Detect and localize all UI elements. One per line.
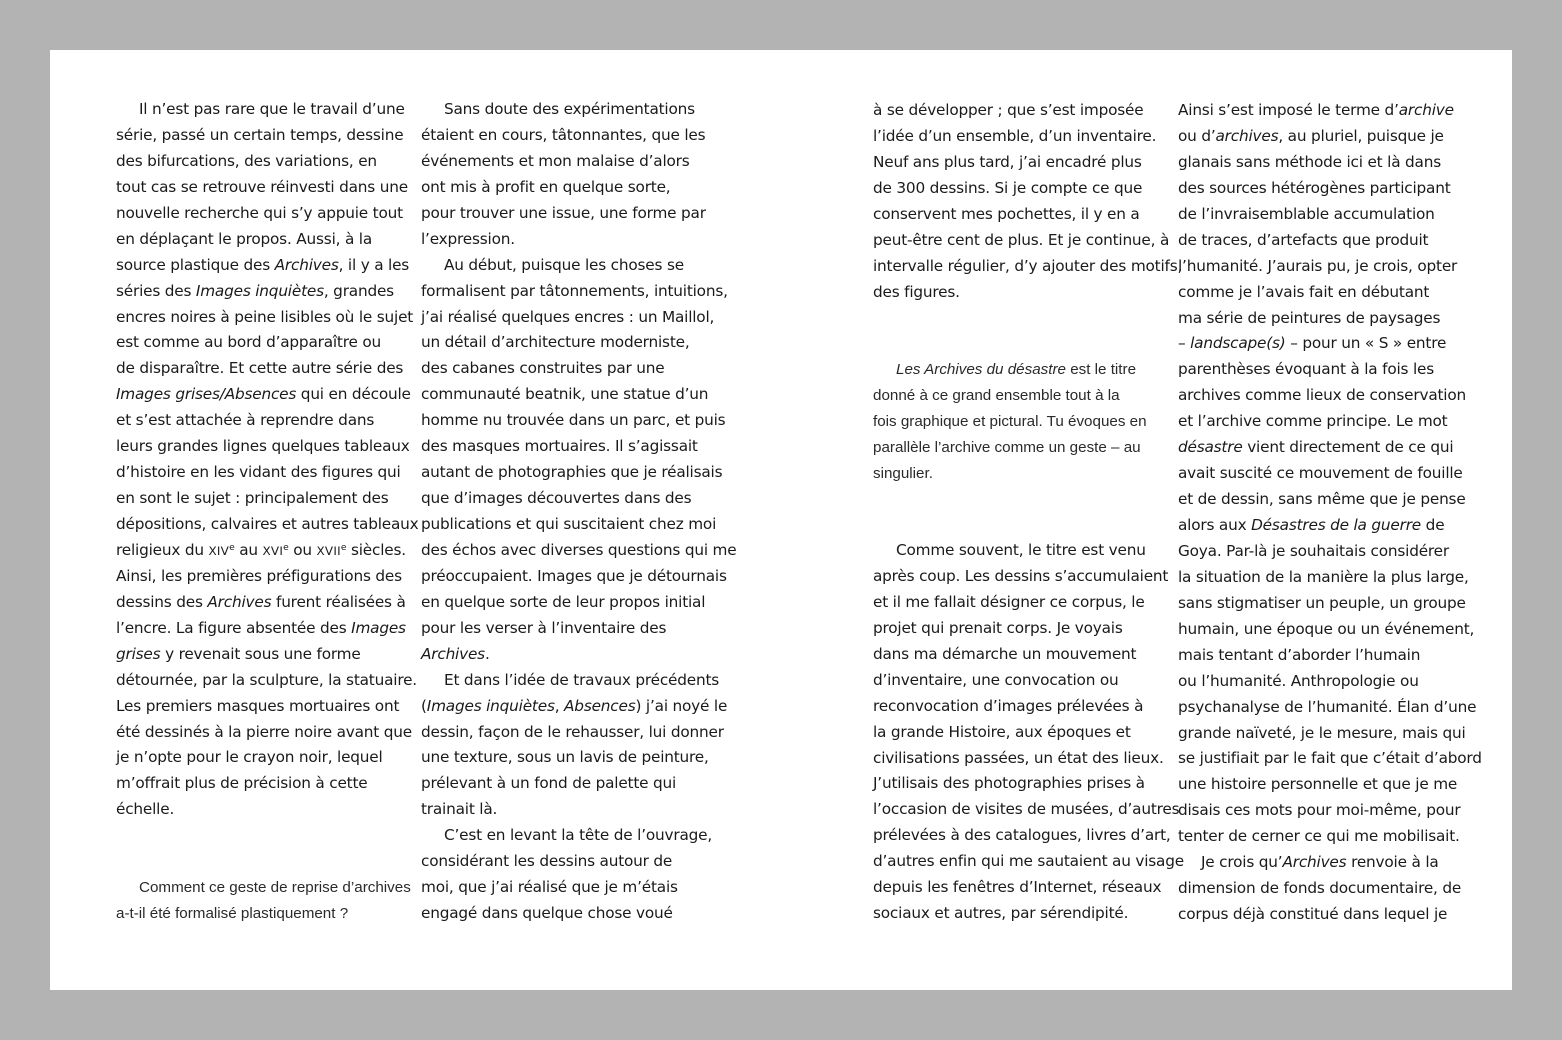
text-line: depuis les fenêtres d’Internet, réseaux xyxy=(873,878,1162,897)
text-line: considérant les dessins autour de xyxy=(421,852,673,871)
text-line: dessin, façon de le rehausser, lui donner xyxy=(421,722,724,741)
text-line: homme nu trouvée dans un parc, et puis xyxy=(421,411,726,430)
text-line: reconvocation d’images prélevées à xyxy=(873,696,1144,715)
text-line: d’histoire en les vidant des figures qui xyxy=(116,463,401,482)
text-line: séries des Images inquiètes, grandes xyxy=(116,281,394,300)
text-line: des sources hétérogènes participant xyxy=(1178,178,1451,197)
text-line: C’est en levant la tête de l’ouvrage, xyxy=(444,826,713,845)
text-line: Il n’est pas rare que le travail d’une xyxy=(139,100,405,118)
text-line: disais ces mots pour moi-même, pour xyxy=(1178,801,1461,820)
text-line: grises y revenait sous une forme xyxy=(116,644,361,663)
text-line: fois graphique et pictural. Tu évoques en xyxy=(873,412,1147,430)
text-line: des masques mortuaires. Il s’agissait xyxy=(421,437,698,456)
text-line: Au début, puisque les choses se xyxy=(444,255,684,274)
text-line: conservent mes pochettes, il y en a xyxy=(873,204,1140,223)
text-line: ont mis à profit en quelque sorte, xyxy=(421,177,671,196)
interview-question-1 xyxy=(116,875,411,927)
text-line: dimension de fonds documentaire, de xyxy=(1178,879,1462,898)
text-line: parenthèses évoquant à la fois les xyxy=(1178,360,1434,379)
text-line: – landscape(s) – pour un « S » entre xyxy=(1178,334,1447,353)
text-line: j’ai réalisé quelques encres : un Maillol, xyxy=(421,307,715,326)
text-line: mais tentant d’aborder l’humain xyxy=(1178,645,1421,664)
text-line: corpus déjà constitué dans lequel je xyxy=(1178,905,1448,924)
book-spread xyxy=(50,50,1512,990)
text-line: religieux du XIVe au XVIe ou XVIIe siècles. xyxy=(116,540,406,559)
text-line: a-t-il été formalisé plastiquement ? xyxy=(116,904,349,922)
text-line: formalisent par tâtonnements, intuitions, xyxy=(421,281,728,300)
text-line: et il me fallait désigner ce corpus, le xyxy=(873,592,1145,611)
text-line: Comme souvent, le titre est venu xyxy=(896,541,1146,559)
text-line: Et dans l’idée de travaux précédents xyxy=(444,670,720,689)
text-line: d’inventaire, une convocation ou xyxy=(873,670,1119,689)
text-line: sans stigmatiser un peuple, un groupe xyxy=(1178,593,1466,612)
text-column-2 xyxy=(421,97,736,927)
text-line: ou d’archives, au pluriel, puisque je xyxy=(1178,126,1444,145)
text-line: J’utilisais des photographies prises à xyxy=(873,774,1145,793)
text-line: donné à ce grand ensemble tout à la xyxy=(873,386,1120,404)
text-line: et de dessin, sans même que je pense xyxy=(1178,490,1466,509)
text-line: en déplaçant le propos. Aussi, à la xyxy=(116,229,373,248)
text-line: après coup. Les dessins s’accumulaient xyxy=(873,566,1169,585)
text-line: une texture, sous un lavis de peinture, xyxy=(421,748,709,767)
text-line: dépositions, calvaires et autres tableaux xyxy=(116,515,419,533)
text-line: civilisations passées, un état des lieux. xyxy=(873,748,1164,767)
text-line: publications et qui suscitaient chez moi xyxy=(421,515,717,533)
text-line: l’encre. La figure absentée des Images xyxy=(116,618,406,637)
text-line: la grande Histoire, aux époques et xyxy=(873,722,1131,741)
text-line: est comme au bord d’apparaître ou xyxy=(116,333,382,352)
text-line: série, passé un certain temps, dessine xyxy=(116,125,404,144)
text-line: m’offrait plus de précision à cette xyxy=(116,774,368,793)
text-line: en sont le sujet : principalement des xyxy=(116,489,389,508)
text-line: en quelque sorte de leur propos initial xyxy=(421,592,706,611)
text-line: Images grises/Absences qui en découle xyxy=(116,385,411,404)
text-column-4 xyxy=(1178,98,1482,928)
text-line: désastre vient directement de ce qui xyxy=(1178,438,1454,457)
text-line: événements et mon malaise d’alors xyxy=(421,151,690,170)
text-line: communauté beatnik, une statue d’un xyxy=(421,385,709,404)
text-line: étaient en cours, tâtonnantes, que les xyxy=(421,125,706,144)
text-line: prélevées à des catalogues, livres d’art, xyxy=(873,826,1171,845)
text-line: dessins des Archives furent réalisées à xyxy=(116,592,406,611)
text-line: humain, une époque ou un événement, xyxy=(1178,619,1475,638)
text-line: l’expression. xyxy=(421,229,515,248)
text-column-3-bottom xyxy=(873,538,1184,927)
text-line: pour les verser à l’inventaire des xyxy=(421,618,667,637)
text-line: Archives. xyxy=(421,644,490,663)
text-line: été dessinés à la pierre noire avant que xyxy=(116,722,412,741)
text-line: projet qui prenait corps. Je voyais xyxy=(873,618,1123,637)
text-line: prélevant à un fond de palette qui xyxy=(421,774,677,793)
text-line: se justifiait par le fait que c’était d’abord xyxy=(1178,749,1482,768)
text-line: des échos avec diverses questions qui me xyxy=(421,540,737,559)
text-line: à se développer ; que s’est imposée xyxy=(873,101,1144,119)
text-line: la situation de la manière la plus large, xyxy=(1178,567,1469,586)
text-line: glanais sans méthode ici et là dans xyxy=(1178,152,1441,171)
text-line: grande naïveté, je le mesure, mais qui xyxy=(1178,723,1466,742)
text-line: psychanalyse de l’humanité. Élan d’une xyxy=(1178,697,1477,716)
text-line: Goya. Par-là je souhaitais considérer xyxy=(1178,541,1449,560)
text-line: pour trouver une issue, une forme par xyxy=(421,203,706,222)
text-line: archives comme lieux de conservation xyxy=(1178,386,1466,405)
text-line: et l’archive comme principe. Le mot xyxy=(1178,412,1448,431)
text-line: de l’invraisemblable accumulation xyxy=(1178,204,1435,223)
text-line: d’autres enfin qui me sautaient au visage xyxy=(873,852,1184,871)
text-line: sociaux et autres, par sérendipité. xyxy=(873,904,1129,923)
text-line: engagé dans quelque chose voué xyxy=(421,904,673,923)
text-line: Comment ce geste de reprise d’archives xyxy=(139,879,411,896)
text-line: une histoire personnelle et que je me xyxy=(1178,775,1458,794)
text-line: un détail d’architecture moderniste, xyxy=(421,333,690,352)
text-line: intervalle régulier, d’y ajouter des motifs, xyxy=(873,256,1183,275)
text-line: ou l’humanité. Anthropologie ou xyxy=(1178,671,1419,690)
text-line: alors aux Désastres de la guerre de xyxy=(1178,516,1445,534)
text-line: Je crois qu’Archives renvoie à la xyxy=(1201,853,1439,872)
text-line: de traces, d’artefacts que produit xyxy=(1178,230,1429,249)
text-line: l’idée d’un ensemble, d’un inventaire. xyxy=(873,126,1157,145)
text-line: tout cas se retrouve réinvesti dans une xyxy=(116,177,408,196)
text-line: Sans doute des expérimentations xyxy=(444,100,695,118)
text-line: avait suscité ce mouvement de fouille xyxy=(1178,464,1463,483)
text-line: des cabanes construites par une xyxy=(421,359,665,378)
text-line: trainait là. xyxy=(421,800,498,819)
text-line: préoccupaient. Images que je détournais xyxy=(421,566,727,585)
text-line: dans ma démarche un mouvement xyxy=(873,644,1137,663)
text-line: leurs grandes lignes quelques tableaux xyxy=(116,437,410,456)
text-column-3-top xyxy=(873,98,1182,306)
text-line: Ainsi, les premières préfigurations des xyxy=(116,566,402,585)
interview-question-2 xyxy=(873,357,1147,487)
text-line: parallèle l’archive comme un geste – au xyxy=(873,438,1141,456)
text-line: moi, que j’ai réalisé que je m’étais xyxy=(421,878,678,897)
text-line: de 300 dessins. Si je compte ce que xyxy=(873,178,1143,197)
text-line: autant de photographies que je réalisais xyxy=(421,463,723,482)
text-line: que d’images découvertes dans des xyxy=(421,489,692,508)
text-line: source plastique des Archives, il y a les xyxy=(116,255,410,274)
text-line: (Images inquiètes, Absences) j’ai noyé le xyxy=(421,696,728,715)
text-line: échelle. xyxy=(116,800,175,819)
text-line: des figures. xyxy=(873,282,960,301)
text-column-1 xyxy=(116,97,419,823)
text-line: singulier. xyxy=(873,464,933,482)
text-line: Ainsi s’est imposé le terme d’archive xyxy=(1178,101,1454,119)
text-line: peut-être cent de plus. Et je continue, à xyxy=(873,230,1170,249)
text-line: et s’est attachée à reprendre dans xyxy=(116,411,375,430)
text-line: je n’opte pour le crayon noir, lequel xyxy=(116,748,383,767)
text-line: détournée, par la sculpture, la statuaire. xyxy=(116,670,417,689)
text-line: Neuf ans plus tard, j’ai encadré plus xyxy=(873,152,1142,171)
text-line: l’humanité. J’aurais pu, je crois, opter xyxy=(1178,256,1458,275)
text-line: nouvelle recherche qui s’y appuie tout xyxy=(116,203,403,222)
text-line: des bifurcations, des variations, en xyxy=(116,151,377,170)
text-line: Les Archives du désastre est le titre xyxy=(896,361,1137,378)
text-line: l’occasion de visites de musées, d’autres xyxy=(873,800,1180,819)
text-line: de disparaître. Et cette autre série des xyxy=(116,359,404,378)
text-line: ma série de peintures de paysages xyxy=(1178,308,1441,327)
text-line: tenter de cerner ce qui me mobilisait. xyxy=(1178,827,1460,846)
text-line: Les premiers masques mortuaires ont xyxy=(116,696,400,715)
text-line: comme je l’avais fait en débutant xyxy=(1178,282,1430,301)
text-line: encres noires à peine lisibles où le sujet xyxy=(116,307,414,326)
